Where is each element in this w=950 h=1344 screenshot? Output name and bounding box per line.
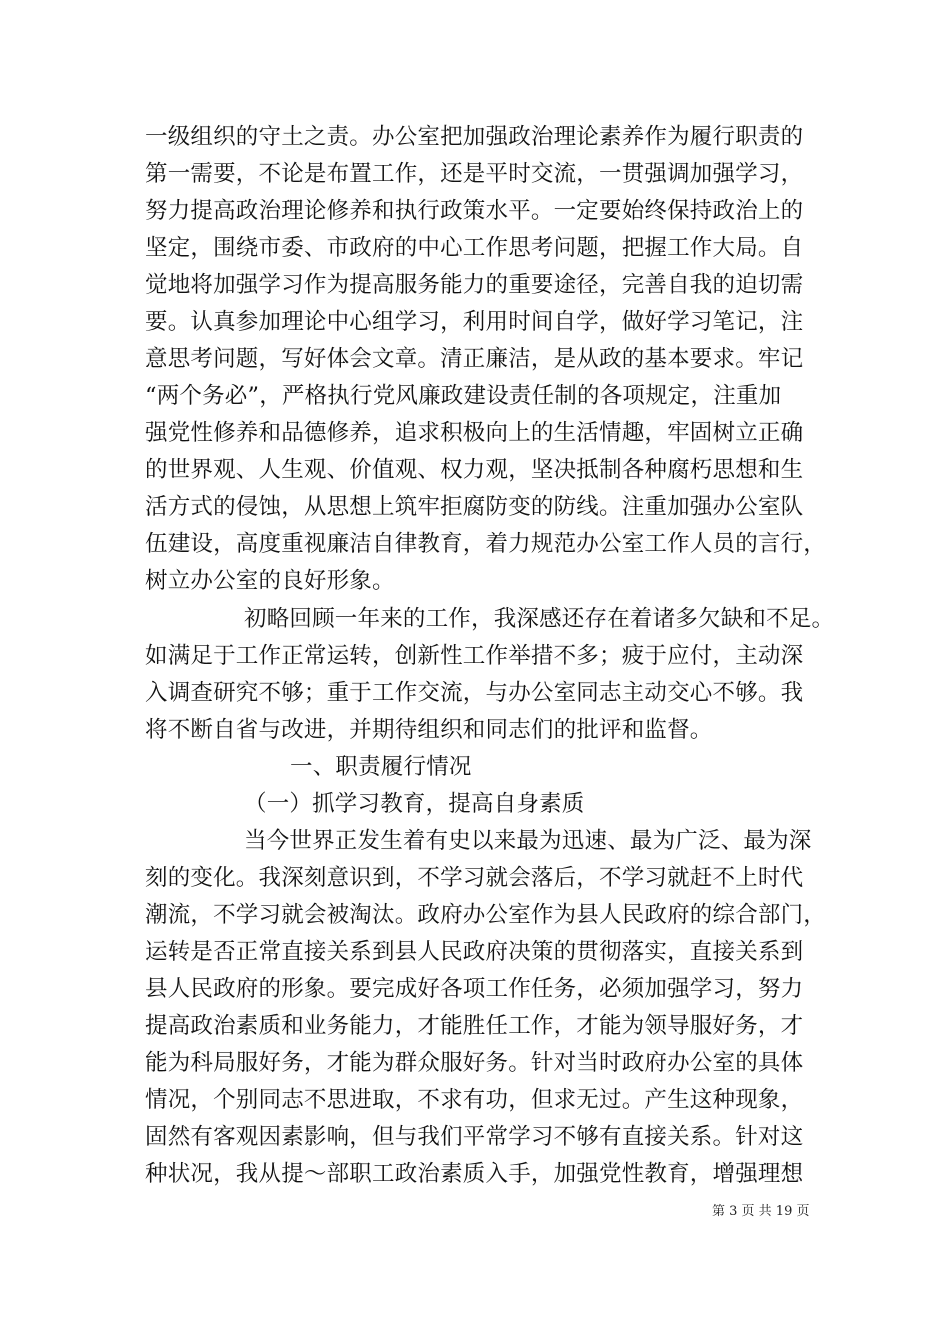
text-line: 觉地将加强学习作为提高服务能力的重要途径，完善自我的迫切需	[145, 272, 804, 298]
text-line: 坚定，围绕市委、市政府的中心工作思考问题，把握工作大局。自	[145, 235, 804, 261]
text-line: 意思考问题，写好体会文章。清正廉洁，是从政的基本要求。牢记	[145, 346, 804, 372]
text-line: 情况，个别同志不思进取，不求有功，但求无过。产生这种现象，	[145, 1087, 804, 1113]
text-line: 如满足于工作正常运转，创新性工作举措不多；疲于应付，主动深	[145, 643, 804, 669]
text-line: 努力提高政治理论修养和执行政策水平。一定要始终保持政治上的	[145, 198, 804, 224]
text-line: 的世界观、人生观、价值观、权力观，坚决抵制各种腐朽思想和生	[145, 457, 804, 483]
text-line: 刻的变化。我深刻意识到，不学习就会落后，不学习就赶不上时代	[145, 865, 804, 891]
text-line: 能为科局服好务，才能为群众服好务。针对当时政府办公室的具体	[145, 1050, 804, 1076]
text-line: 提高政治素质和业务能力，才能胜任工作，才能为领导服好务，才	[145, 1013, 804, 1039]
text-line: 入调查研究不够；重于工作交流，与办公室同志主动交心不够。我	[145, 680, 804, 706]
text-line: 潮流，不学习就会被淘汰。政府办公室作为县人民政府的综合部门，	[145, 902, 827, 928]
subsection-heading: （一）抓学习教育，提高自身素质	[244, 791, 585, 817]
page-number-footer: 第 3 页 共 19 页	[712, 1204, 810, 1219]
text-line: 要。认真参加理论中心组学习，利用时间自学，做好学习笔记，注	[145, 309, 804, 335]
text-line: 树立办公室的良好形象。	[145, 568, 395, 594]
paragraph-start-line: 当今世界正发生着有史以来最为迅速、最为广泛、最为深	[244, 828, 812, 854]
section-heading: 一、职责履行情况	[290, 754, 472, 780]
text-line: 伍建设，高度重视廉洁自律教育，着力规范办公室工作人员的言行，	[145, 531, 827, 557]
text-line: 种状况，我从提～部职工政治素质入手，加强党性教育，增强理想	[145, 1161, 804, 1187]
text-line: 一级组织的守土之责。办公室把加强政治理论素养作为履行职责的	[145, 124, 804, 150]
text-line: 固然有客观因素影响，但与我们平常学习不够有直接关系。针对这	[145, 1124, 804, 1150]
paragraph-start-line: 初略回顾一年来的工作，我深感还存在着诸多欠缺和不足。	[244, 606, 835, 632]
text-line: 运转是否正常直接关系到县人民政府决策的贯彻落实，直接关系到	[145, 939, 804, 965]
text-line: 将不断自省与改进，并期待组织和同志们的批评和监督。	[145, 717, 713, 743]
text-line: 第一需要，不论是布置工作，还是平时交流，一贯强调加强学习，	[145, 161, 804, 187]
text-line: “两个务必”，严格执行党风廉政建设责任制的各项规定，注重加	[145, 383, 782, 409]
text-line: 县人民政府的形象。要完成好各项工作任务，必须加强学习，努力	[145, 976, 804, 1002]
text-line: 强党性修养和品德修养，追求积极向上的生活情趣，牢固树立正确	[145, 420, 804, 446]
text-line: 活方式的侵蚀，从思想上筑牢拒腐防变的防线。注重加强办公室队	[145, 494, 804, 520]
